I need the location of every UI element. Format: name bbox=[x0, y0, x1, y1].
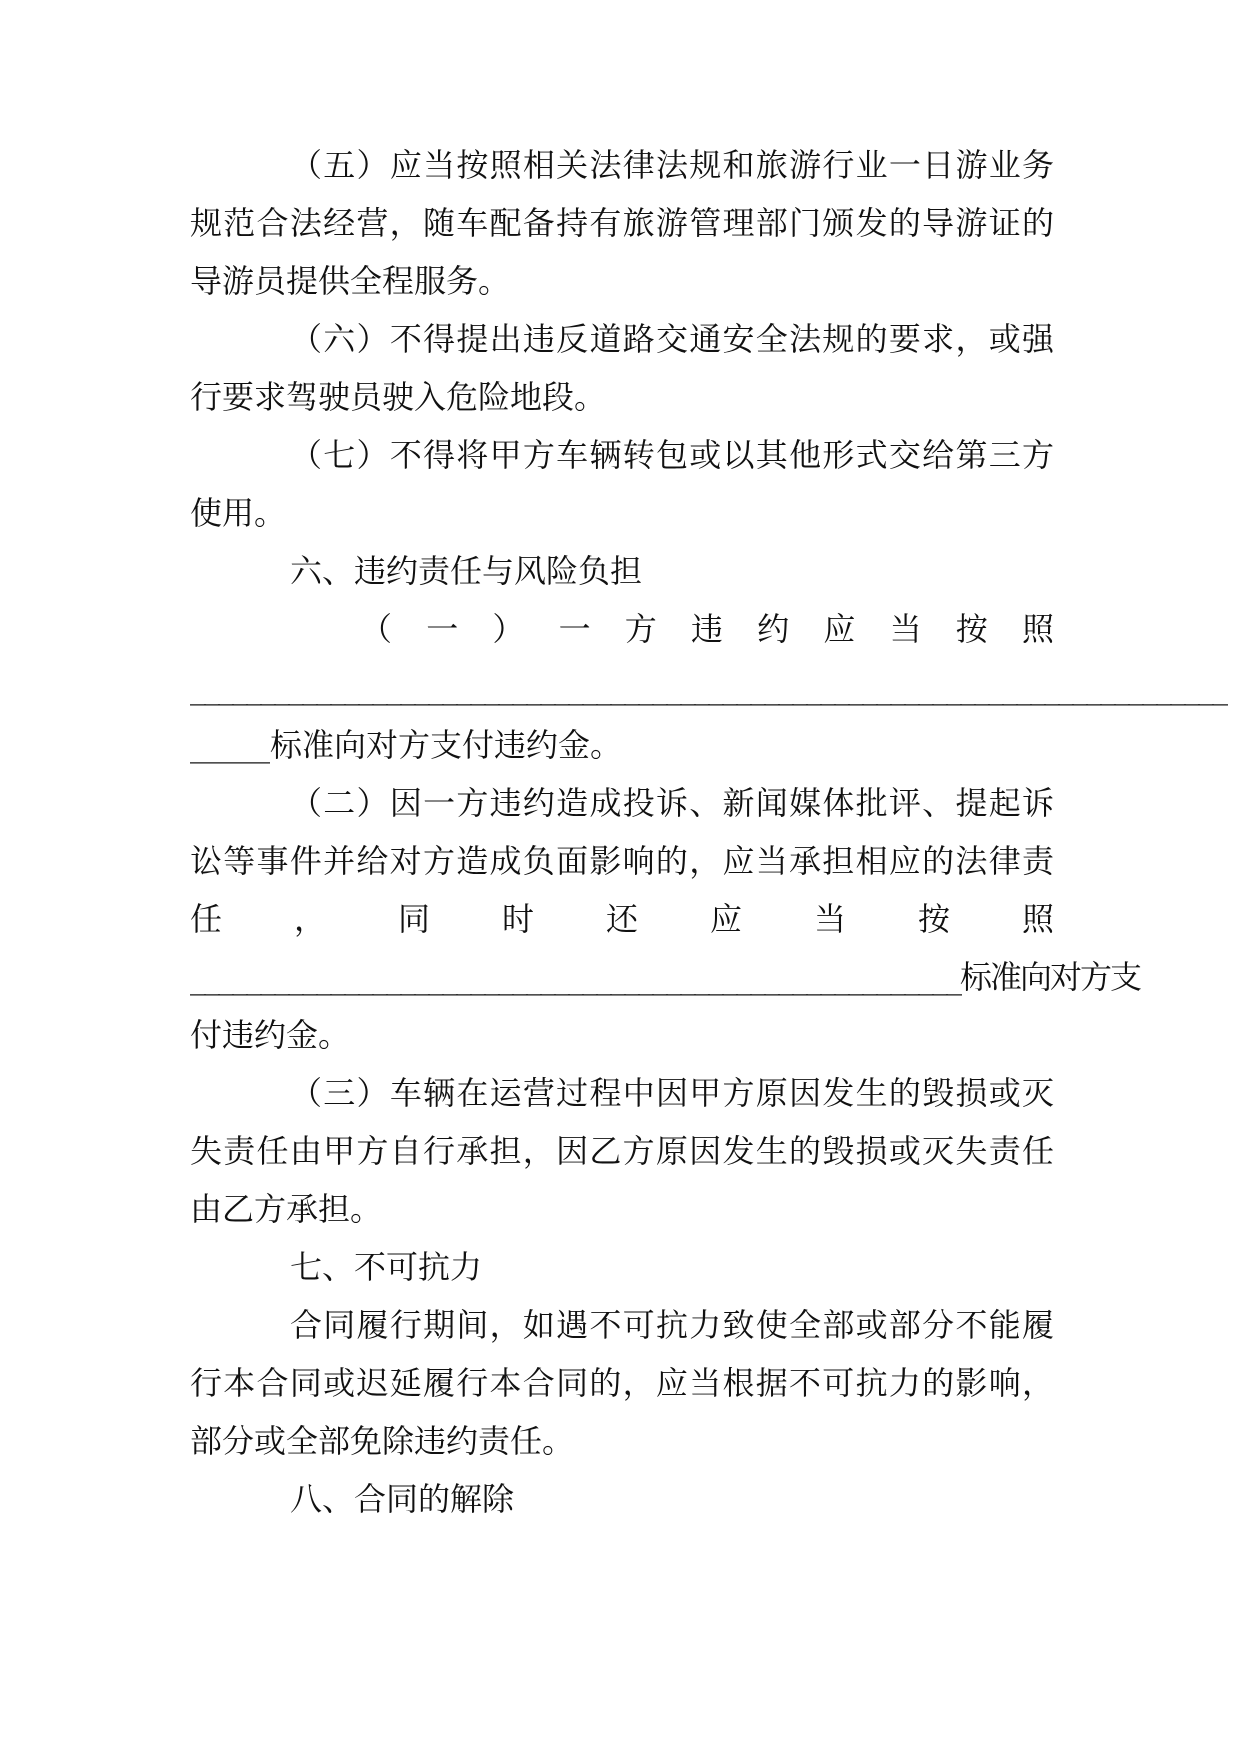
clause-6-1-line-1: （ 一 ） 一 方 违 约 应 当 按 照 bbox=[360, 610, 1054, 648]
clause-6-3-line-3: 由乙方承担。 bbox=[190, 1190, 383, 1228]
clause-6-3-line-1: （三）车辆在运营过程中因甲方原因发生的毁损或灭 bbox=[290, 1074, 1054, 1112]
clause-6-1-blank-line: __________________________________________________________________________ bbox=[190, 668, 1226, 706]
paragraph-5-line-1: （五）应当按照相关法律法规和旅游行业一日游业务 bbox=[290, 146, 1054, 184]
paragraph-5-line-3: 导游员提供全程服务。 bbox=[190, 262, 511, 300]
clause-6-1-line-3: _____标准向对方支付违约金。 bbox=[190, 726, 623, 764]
section-heading-8: 八、合同的解除 bbox=[290, 1480, 515, 1518]
clause-6-2-line-1: （二）因一方违约造成投诉、新闻媒体批评、提起诉 bbox=[290, 784, 1054, 822]
section-heading-6: 六、违约责任与风险负担 bbox=[290, 552, 643, 590]
section-heading-7: 七、不可抗力 bbox=[290, 1248, 483, 1286]
clause-6-3-line-2: 失责任由甲方自行承担，因乙方原因发生的毁损或灭失责任 bbox=[190, 1132, 1054, 1170]
clause-6-2-line-4: _______________________________________________________标准向对方支 bbox=[190, 958, 1141, 996]
paragraph-7-line-1: （七）不得将甲方车辆转包或以其他形式交给第三方 bbox=[290, 436, 1054, 474]
force-majeure-line-1: 合同履行期间，如遇不可抗力致使全部或部分不能履 bbox=[290, 1306, 1054, 1344]
force-majeure-line-3: 部分或全部免除违约责任。 bbox=[190, 1422, 575, 1460]
clause-6-2-line-3: 任 ， 同 时 还 应 当 按 照 bbox=[190, 900, 1054, 938]
paragraph-5-line-2: 规范合法经营，随车配备持有旅游管理部门颁发的导游证的 bbox=[190, 204, 1054, 242]
paragraph-6-line-2: 行要求驾驶员驶入危险地段。 bbox=[190, 378, 607, 416]
paragraph-6-line-1: （六）不得提出违反道路交通安全法规的要求，或强 bbox=[290, 320, 1054, 358]
clause-6-2-line-5: 付违约金。 bbox=[190, 1016, 351, 1054]
clause-6-2-line-2: 讼等事件并给对方造成负面影响的，应当承担相应的法律责 bbox=[190, 842, 1054, 880]
paragraph-7-line-2: 使用。 bbox=[190, 494, 287, 532]
force-majeure-line-2: 行本合同或迟延履行本合同的，应当根据不可抗力的影响， bbox=[190, 1364, 1054, 1402]
